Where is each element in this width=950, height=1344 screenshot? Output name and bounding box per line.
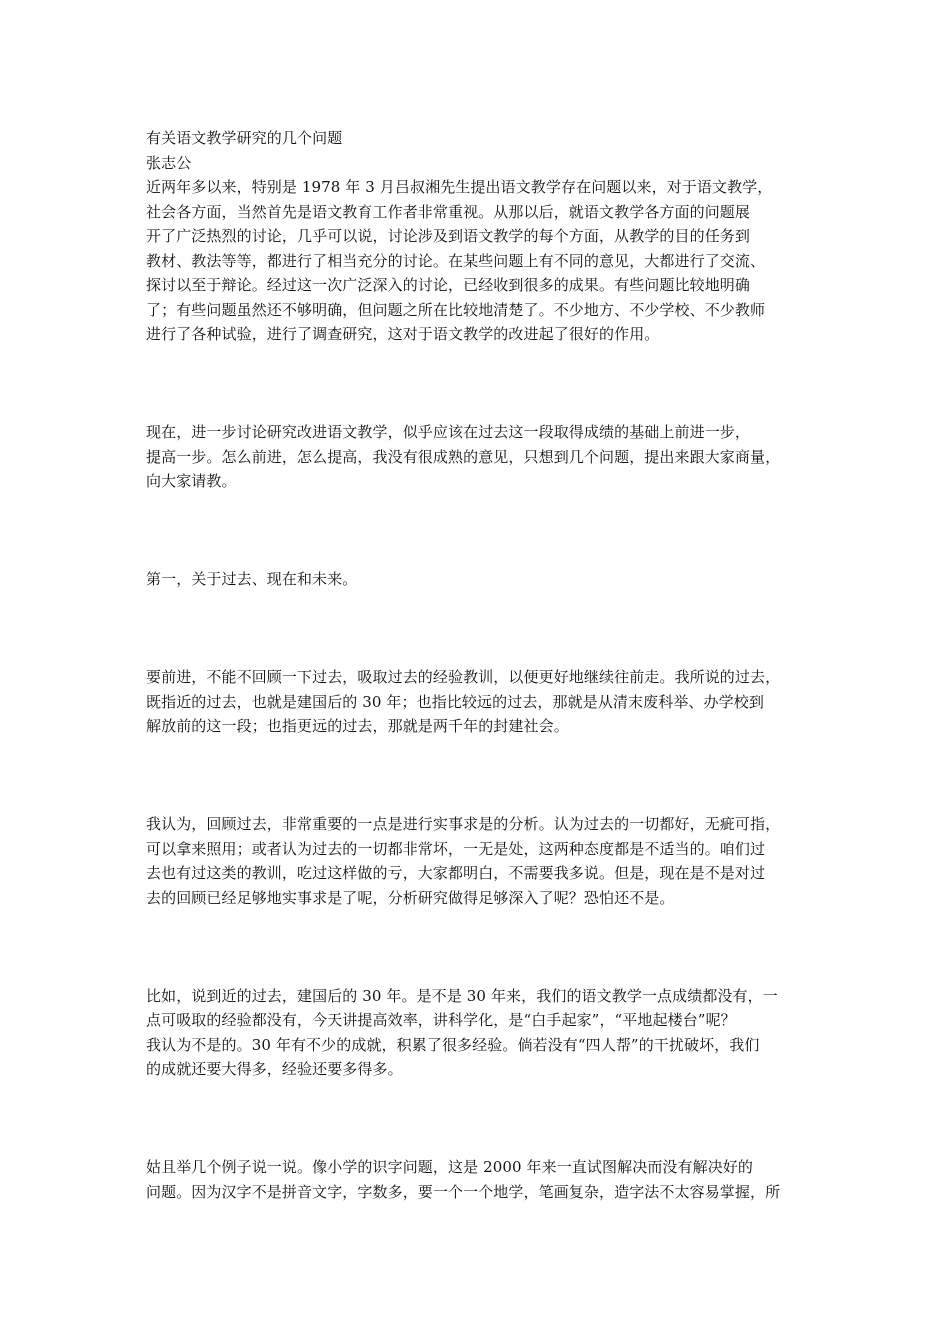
- paragraph-spacer: [146, 739, 811, 813]
- paragraph-spacer: [146, 592, 811, 666]
- paragraph-line: 去也有过这类的教训，吃过这样做的亏，大家都明白，不需要我多说。但是，现在是不是对过: [146, 864, 766, 882]
- paragraph: [146, 984, 811, 1082]
- paragraph-line: 社会各方面，当然首先是语文教育工作者非常重视。从那以后，就语文教学各方面的问题展: [146, 202, 751, 221]
- paragraph-spacer: [146, 494, 811, 568]
- paragraph: [146, 665, 811, 739]
- document-author: 张志公: [146, 153, 192, 172]
- paragraph-line: 的成就还要大得多，经验还要多得多。: [146, 1060, 403, 1078]
- paragraph: [146, 175, 811, 347]
- paragraph-line: 解放前的这一段；也指更远的过去，那就是两千年的封建社会。: [146, 717, 569, 735]
- paragraph: [146, 567, 811, 592]
- paragraph-line: 向大家请教。: [146, 472, 237, 490]
- paragraph-line: 我认为，回顾过去，非常重要的一点是进行实事求是的分析。认为过去的一切都好，无疵可指，: [146, 815, 781, 833]
- paragraph-spacer: [146, 1082, 811, 1156]
- paragraph-spacer: [146, 910, 811, 984]
- paragraph: [146, 1155, 811, 1204]
- paragraph-line: 现在，进一步讨论研究改进语文教学，似乎应该在过去这一段取得成绩的基础上前进一步，: [146, 423, 751, 441]
- paragraph-line: 比如，说到近的过去，建国后的 30 年。是不是 30 年来，我们的语文教学一点成绩都没有，一: [146, 986, 778, 1005]
- document-title: 有关语文教学研究的几个问题: [146, 129, 343, 147]
- paragraph-line: 我认为不是的。30 年有不少的成就，积累了很多经验。倘若没有“四人帮”的干扰破坏，我们: [146, 1035, 760, 1054]
- paragraph-line: 了；有些问题虽然还不够明确，但问题之所在比较地清楚了。不少地方、不少学校、不少教师: [146, 300, 766, 319]
- paragraph-line: 点可吸取的经验都没有，今天讲提高效率，讲科学化，是“白手起家”，“平地起楼台”呢？: [146, 1011, 736, 1029]
- paragraph-spacer: [146, 347, 811, 421]
- paragraph-line: 进行了各种试验，进行了调查研究，这对于语文教学的改进起了很好的作用。: [146, 325, 660, 343]
- section-heading: 第一，关于过去、现在和未来。: [146, 570, 358, 588]
- paragraph: [146, 812, 811, 910]
- paragraph-line: 既指近的过去，也就是建国后的 30 年；也指比较远的过去，那就是从清末废科举、办学校到: [146, 692, 764, 711]
- paragraph-line: 要前进，不能不回顾一下过去，吸取过去的经验教训，以便更好地继续往前走。我所说的过去，: [146, 668, 781, 686]
- paragraph-line: 去的回顾已经足够地实事求是了呢，分析研究做得足够深入了呢？恐怕还不是。: [146, 888, 675, 907]
- paragraph-line: 近两年多以来，特别是 1978 年 3 月吕叔湘先生提出语文教学存在问题以来，对于语文教学，: [146, 178, 773, 196]
- paragraph-line: 探讨以至于辩论。经过这一次广泛深入的讨论，已经收到很多的成果。有些问题比较地明确: [146, 276, 751, 294]
- document-body: [146, 126, 811, 1204]
- paragraph-line: 问题。因为汉字不是拼音文字，字数多，要一个一个地学，笔画复杂，造字法不太容易掌握，所: [146, 1182, 781, 1201]
- paragraph-line: 开了广泛热烈的讨论，几乎可以说，讨论涉及到语文教学的每个方面，从教学的目的任务到: [146, 227, 751, 245]
- paragraph-line: 姑且举几个例子说一说。像小学的识字问题，这是 2000 年来一直试图解决而没有解决好的: [146, 1158, 754, 1176]
- paragraph-line: 可以拿来照用；或者认为过去的一切都非常坏，一无是处，这两种态度都是不适当的。咱们过: [146, 839, 766, 858]
- paragraph: [146, 420, 811, 494]
- paragraph-line: 教材、教法等等，都进行了相当充分的讨论。在某些问题上有不同的意见，大都进行了交流、: [146, 251, 766, 270]
- paragraph-line: 提高一步。怎么前进，怎么提高，我没有很成熟的意见，只想到几个问题，提出来跟大家商量，: [146, 447, 781, 466]
